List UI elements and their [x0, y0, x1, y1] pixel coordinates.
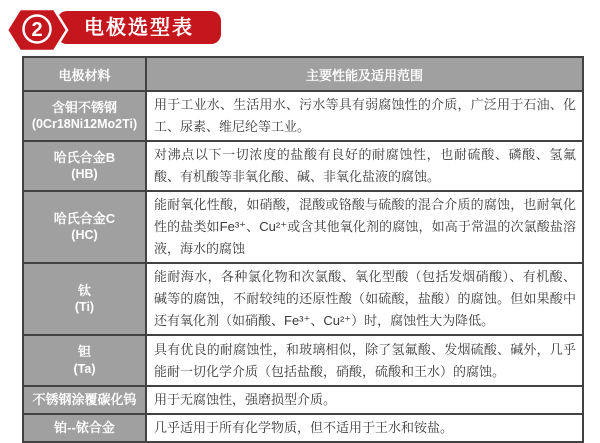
- hexagon-badge-icon: [5, 6, 69, 54]
- section-title-banner: [57, 11, 221, 44]
- material-code: (HB): [71, 167, 98, 182]
- badge-number: 2: [31, 19, 43, 41]
- section-title: 电极选型表: [84, 16, 194, 39]
- section-number-badge: [5, 6, 69, 54]
- material-code: (HC): [71, 228, 98, 243]
- material-code: (Ta): [73, 361, 96, 376]
- table-row: [23, 414, 583, 442]
- material-cell: [23, 414, 146, 442]
- material-cell: [23, 191, 146, 263]
- material-name: 不锈钢涂覆碳化钨: [32, 392, 137, 408]
- table-row: [23, 141, 583, 191]
- material-code: (0Cr18Ni12Mo2Ti): [31, 117, 138, 132]
- column-header-performance: 主要性能及适用范围: [146, 57, 583, 91]
- material-cell: [23, 141, 146, 191]
- column-header-material: 电极材料: [23, 57, 146, 91]
- material-code: (Ti): [74, 300, 95, 315]
- table-row: [23, 335, 583, 386]
- material-cell: [23, 335, 146, 386]
- description-cell: 能耐海水，各种氯化物和次氯酸、氧化型酸（包括发烟硝酸）、有机酸、碱等的腐蚀，不耐较纯的还原性酸（如硫酸，盐酸）的腐蚀。但如果酸中还有氧化剂（如硝酸、Fe³⁺、Cu²⁺）时，腐蚀性大为降低。: [146, 263, 583, 335]
- material-name: 钽: [77, 344, 91, 360]
- material-cell: [23, 263, 146, 335]
- description-cell: 对沸点以下一切浓度的盐酸有良好的耐腐蚀性，也耐硫酸、磷酸、氢氟酸、有机酸等非氧化酸、碱、非氧化盐液的腐蚀。: [146, 141, 583, 191]
- table-row: [23, 263, 583, 335]
- material-name: 铂--铱合金: [54, 420, 115, 436]
- table-row: [23, 191, 583, 263]
- material-name: 哈氏合金C: [53, 210, 116, 226]
- electrode-selection-table: [22, 56, 584, 443]
- description-cell: 用于工业水、生活用水、污水等具有弱腐蚀性的介质，广泛用于石油、化工、尿素、维尼纶等工业。: [146, 91, 583, 141]
- description-cell: 几乎适用于所有化学物质，但不适用于王水和铵盐。: [146, 414, 583, 442]
- material-name: 哈氏合金B: [53, 149, 116, 165]
- description-cell: 能耐氧化性酸，如硝酸，混酸或铬酸与硫酸的混合介质的腐蚀，也耐氧化性的盐类如Fe³⁺、Cu²⁺或含其他氧化剂的腐蚀，如高于常温的次氯酸盐溶液，海水的腐蚀: [146, 191, 583, 263]
- material-name: 钛: [77, 282, 91, 298]
- description-cell: 具有优良的耐腐蚀性，和玻璃相似，除了氢氟酸、发烟硫酸、碱外，几乎能耐一切化学介质（包括盐酸，硝酸，硫酸和王水）的腐蚀。: [146, 335, 583, 386]
- material-name: 含钼不锈钢: [51, 99, 117, 115]
- description-cell: 用于无腐蚀性，强磨损型介质。: [146, 386, 583, 414]
- material-cell: [23, 91, 146, 141]
- table-header-row: [23, 57, 583, 91]
- table-row: [23, 91, 583, 141]
- table-row: [23, 386, 583, 414]
- material-cell: [23, 386, 146, 414]
